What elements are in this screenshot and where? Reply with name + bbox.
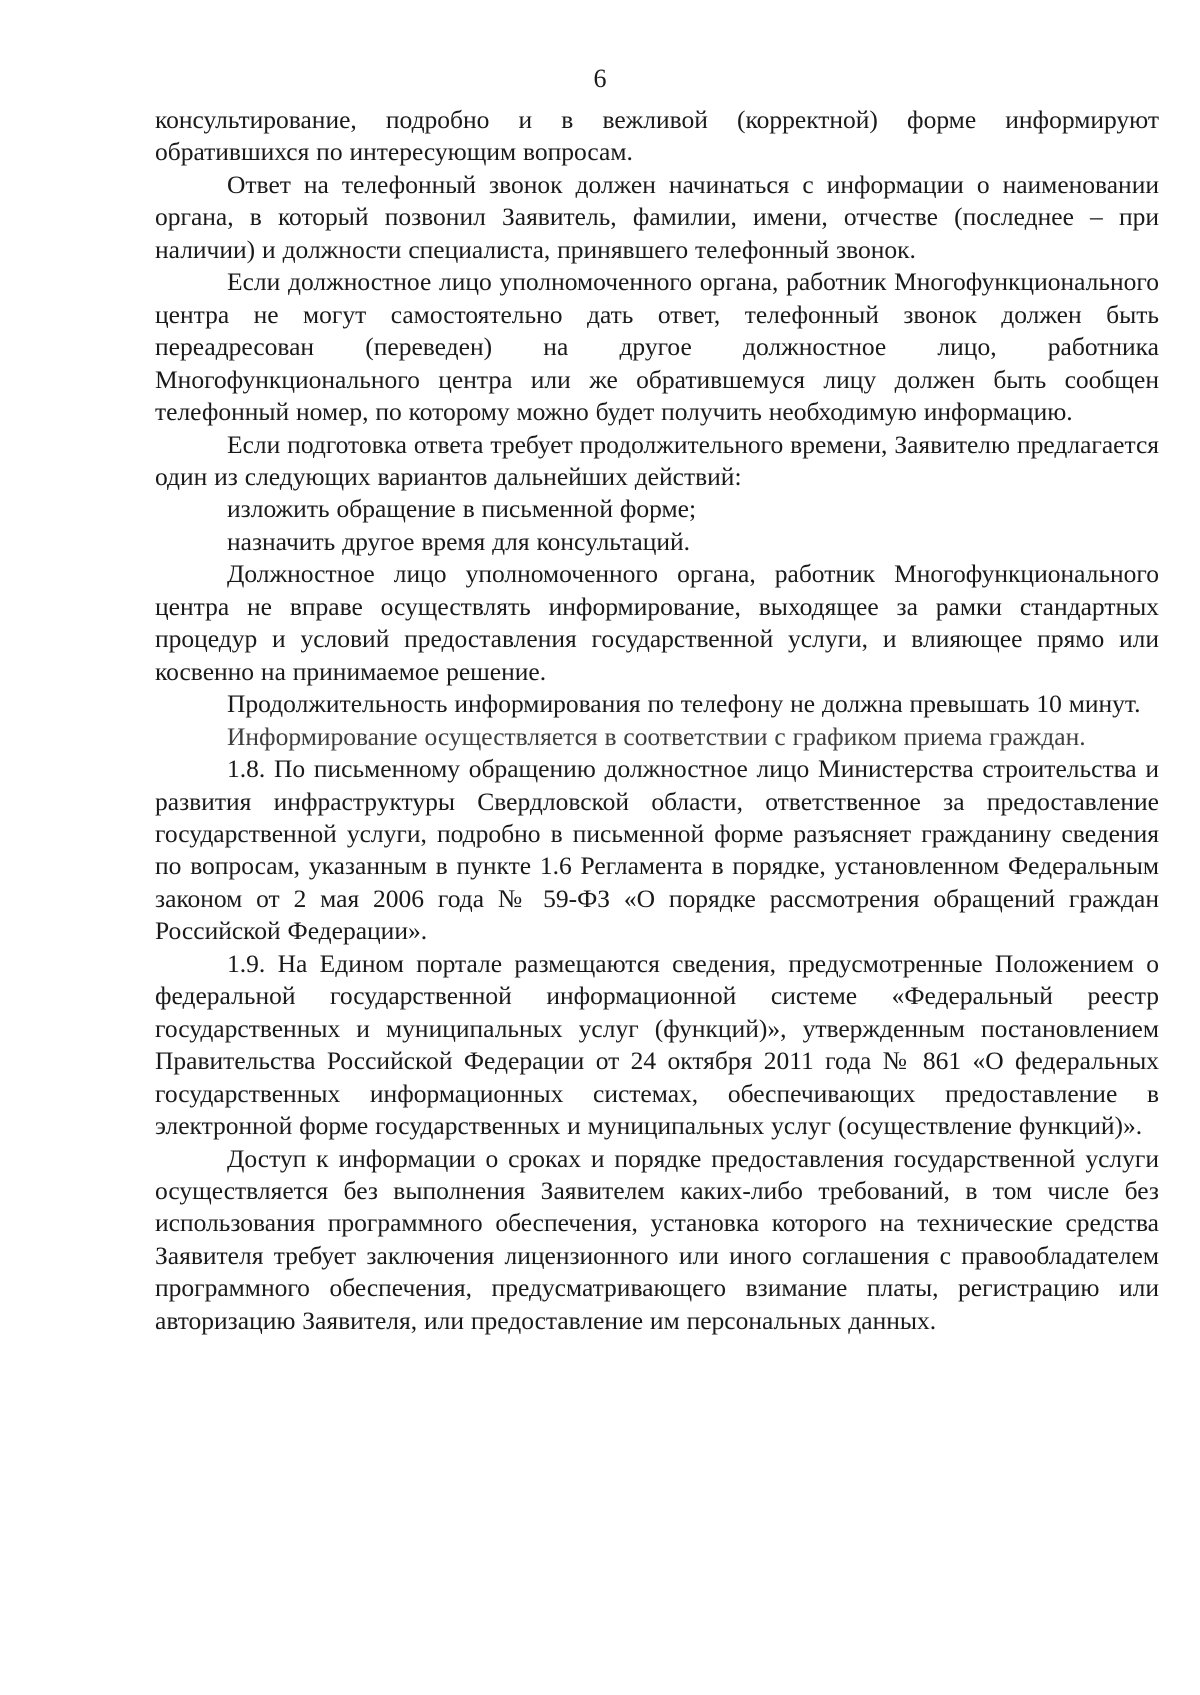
paragraph-long-preparation: Если подготовка ответа требует продолжительного времени, Заявителю предлагается один из следующих вариантов дальнейших действий: bbox=[155, 429, 1159, 491]
paragraph-call-redirect: Если должностное лицо уполномоченного органа, работник Многофункционального центра не могут самостоятельно дать ответ, телефонный звонок должен быть переадресован (переведен) на другое должностное лицо, работника Многофункционального центра или же обратившемуся лицу должен быть сообщен телефонный номер, по которому можно будет получить необходимую информацию. bbox=[155, 267, 1159, 427]
paragraph-section-1-9: 1.9. На Едином портале размещаются сведения, предусмотренные Положением о федеральной государственной информационной системе «Федеральный реестр государственных и муниципальных услуг (функций)», утвержденным постановлением Правительства Российской Федерации от 24 октября 2011 года № 861 «О федеральных государственных информационных системах, обеспечивающих предоставление в электронной форме государственных и муниципальных услуг (осуществление функций)». bbox=[155, 948, 1159, 1141]
paragraph-reception-schedule: Информирование осуществляется в соответствии с графиком приема граждан. bbox=[227, 721, 1086, 751]
paragraph-informing-limits: Должностное лицо уполномоченного органа, работник Многофункционального центра не вправе осуществлять информирование, выходящее за рамки стандартных процедур и условий предоставления государственной услуги, и влияющее прямо или косвенно на принимаемое решение. bbox=[155, 559, 1159, 686]
list-item-written-request: изложить обращение в письменной форме; bbox=[227, 494, 697, 524]
list-item-reschedule: назначить другое время для консультаций. bbox=[227, 526, 691, 556]
paragraph-call-duration: Продолжительность информирования по телефону не должна превышать 10 минут. bbox=[227, 689, 1141, 719]
paragraph-phone-answer: Ответ на телефонный звонок должен начинаться с информации о наименовании органа, в который позвонил Заявитель, фамилии, имени, отчестве (последнее – при наличии) и должности специалиста, принявшего телефонный звонок. bbox=[155, 169, 1159, 264]
page-number: 6 bbox=[593, 64, 607, 93]
paragraph-consultation-continuation: консультирование, подробно и в вежливой (корректной) форме информируют обратившихся по интересующим вопросам. bbox=[155, 105, 1159, 167]
paragraph-section-1-8: 1.8. По письменному обращению должностное лицо Министерства строительства и развития инфраструктуры Свердловской области, ответственное за предоставление государственной услуги, подробно в письменной форме разъясняет гражданину сведения по вопросам, указанным в пункте 1.6 Регламента в порядке, установленном Федеральным законом от 2 мая 2006 года № 59-ФЗ «О порядке рассмотрения обращений граждан Российской Федерации». bbox=[155, 754, 1159, 946]
paragraph-information-access: Доступ к информации о сроках и порядке предоставления государственной услуги осуществляется без выполнения Заявителем каких-либо требований, в том числе без использования программного обеспечения, установка которого на технические средства Заявителя требует заключения лицензионного или иного соглашения с правообладателем программного обеспечения, предусматривающего взимание платы, регистрацию или авторизацию Заявителя, или предоставление им персональных данных. bbox=[155, 1143, 1159, 1335]
document-body bbox=[155, 104, 1159, 1337]
